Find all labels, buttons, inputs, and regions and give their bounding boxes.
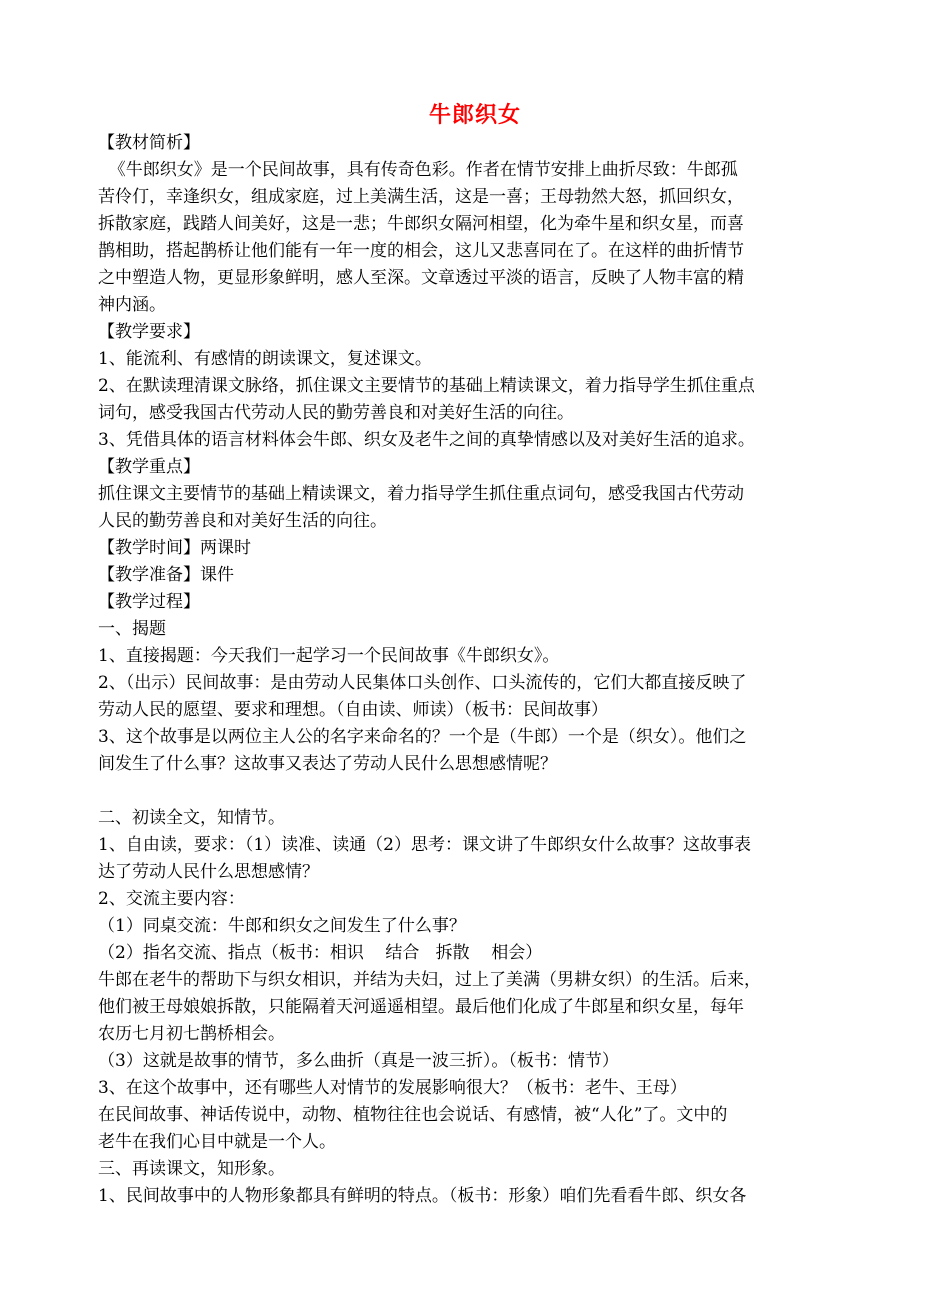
text-line: 二、初读全文，知情节。: [98, 808, 285, 828]
text-line: 之中塑造人物，更显形象鲜明，感人至深。文章透过平淡的语言，反映了人物丰富的精: [98, 268, 744, 288]
text-line: 间发生了什么事？这故事又表达了劳动人民什么思想感情呢？: [98, 754, 557, 774]
text-line: 3、凭借具体的语言材料体会牛郎、织女及老牛之间的真挚情感以及对美好生活的追求。: [98, 430, 755, 450]
text-line: 【教学要求】: [98, 322, 200, 342]
text-line: 2、在默读理清课文脉络，抓住课文主要情节的基础上精读课文，着力指导学生抓住重点: [98, 376, 755, 396]
text-line: 他们被王母娘娘拆散，只能隔着天河遥遥相望。最后他们化成了牛郎星和织女星，每年: [98, 997, 744, 1017]
text-line: 1、民间故事中的人物形象都具有鲜明的特点。（板书：形象）咱们先看看牛郎、织女各: [98, 1186, 747, 1206]
text-line: 3、这个故事是以两位主人公的名字来命名的？一个是（牛郎）一个是（织女）。他们之: [98, 727, 747, 747]
text-line: 【教材简析】: [98, 133, 200, 153]
text-line: 《牛郎织女》是一个民间故事，具有传奇色彩。作者在情节安排上曲折尽致：牛郎孤: [98, 160, 738, 180]
text-line: 拆散家庭，践踏人间美好，这是一悲；牛郎织女隔河相望，化为牵牛星和织女星，而喜: [98, 214, 744, 234]
text-line: 老牛在我们心目中就是一个人。: [98, 1132, 336, 1152]
text-line: 【教学重点】: [98, 457, 200, 477]
text-line: 在民间故事、神话传说中，动物、植物往往也会说话、有感情，被“人化”了。文中的: [98, 1105, 728, 1125]
document-body: [98, 130, 810, 1210]
text-line: 达了劳动人民什么思想感情？: [98, 862, 319, 882]
text-line: 【教学过程】: [98, 592, 200, 612]
text-line: 苦伶仃，幸逢织女，组成家庭，过上美满生活，这是一喜；王母勃然大怒，抓回织女，: [98, 187, 744, 207]
text-line: 2、（出示）民间故事：是由劳动人民集体口头创作、口头流传的，它们大都直接反映了: [98, 673, 747, 693]
text-line: 1、直接揭题：今天我们一起学习一个民间故事《牛郎织女》。: [98, 646, 560, 666]
text-line: （3）这就是故事的情节，多么曲折（真是一波三折）。（板书：情节）: [98, 1051, 619, 1071]
text-line: 3、在这个故事中，还有哪些人对情节的发展影响很大？（板书：老牛、王母）: [98, 1078, 687, 1098]
text-line: 牛郎在老牛的帮助下与织女相识，并结为夫妇，过上了美满（男耕女织）的生活。后来，: [98, 970, 761, 990]
text-line: （1）同桌交流：牛郎和织女之间发生了什么事？: [98, 916, 466, 936]
text-line: 抓住课文主要情节的基础上精读课文，着力指导学生抓住重点词句，感受我国古代劳动: [98, 484, 744, 504]
blank-line: [98, 778, 810, 805]
text-line: 【教学准备】课件: [98, 565, 234, 585]
text-line: 一、揭题: [98, 619, 166, 639]
text-line: 1、能流利、有感情的朗读课文，复述课文。: [98, 349, 432, 369]
text-line: 【教学时间】两课时: [98, 538, 251, 558]
text-line: 2、交流主要内容：: [98, 889, 245, 909]
text-line: 神内涵。: [98, 295, 166, 315]
text-line: 1、自由读，要求：（1）读准、读通（2）思考：课文讲了牛郎织女什么故事？这故事表: [98, 835, 751, 855]
document-title: 牛郎织女: [428, 103, 521, 128]
text-line: （2）指名交流、指点（板书：相识 结合 拆散 相会）: [98, 943, 543, 963]
text-line: 三、再读课文，知形象。: [98, 1159, 285, 1179]
text-line: 人民的勤劳善良和对美好生活的向往。: [98, 511, 387, 531]
text-line: 词句，感受我国古代劳动人民的勤劳善良和对美好生活的向往。: [98, 403, 574, 423]
text-line: 劳动人民的愿望、要求和理想。（自由读、师读）（板书：民间故事）: [98, 700, 608, 720]
text-line: 鹊相助，搭起鹊桥让他们能有一年一度的相会，这儿又悲喜同在了。在这样的曲折情节: [98, 241, 744, 261]
text-line: 农历七月初七鹊桥相会。: [98, 1024, 285, 1044]
